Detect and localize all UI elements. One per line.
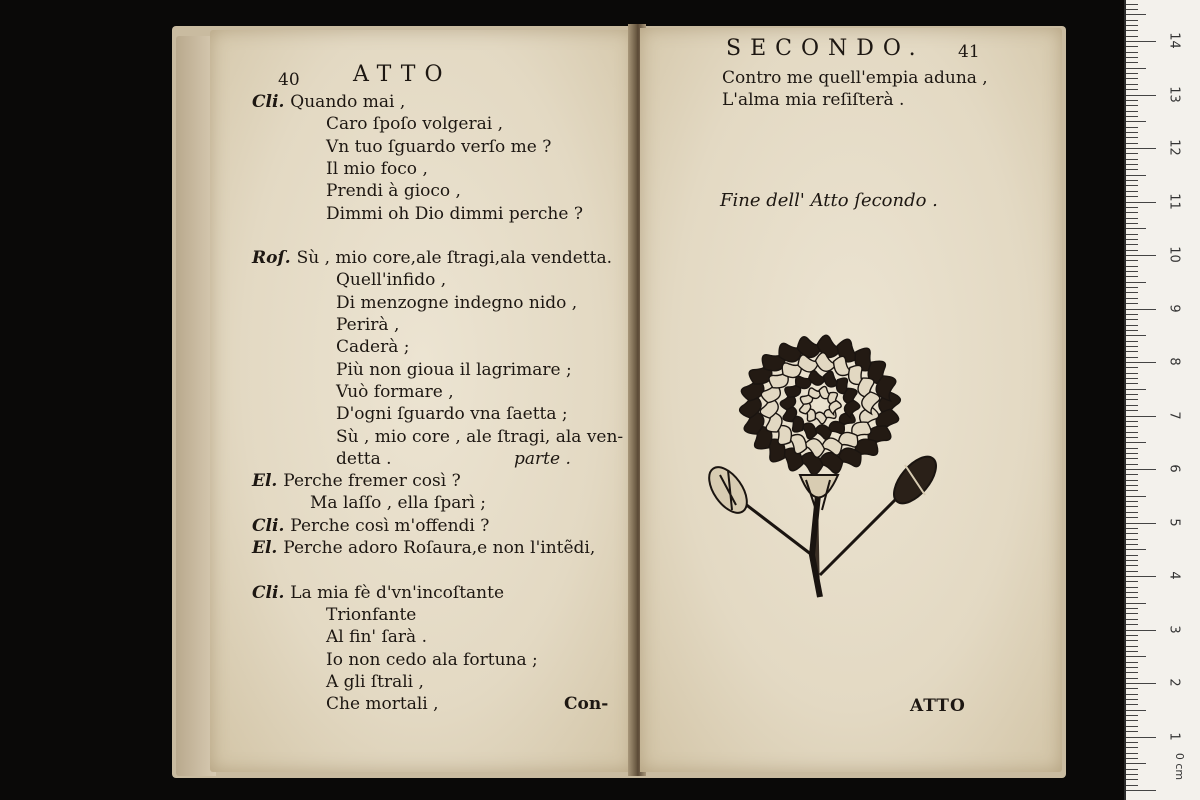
ruler-tick: [1126, 73, 1138, 74]
ruler-tick: [1126, 9, 1138, 10]
ruler-tick: [1126, 587, 1138, 588]
ruler-tick: [1126, 624, 1138, 625]
ruler-label: 13: [1166, 85, 1182, 103]
ruler-tick: [1126, 464, 1138, 465]
ruler-tick: [1126, 753, 1138, 754]
ruler-tick: [1126, 218, 1138, 219]
ruler-tick: [1126, 89, 1138, 90]
ruler-tick: [1126, 287, 1138, 288]
verse-line: [326, 650, 538, 671]
ruler-tick: [1126, 785, 1138, 786]
ruler-label: 8: [1166, 357, 1182, 366]
ruler-tick: [1126, 672, 1138, 673]
ruler-tick: [1126, 46, 1138, 47]
ruler-tick: [1126, 517, 1138, 518]
verse-text: Quando mai ,: [290, 92, 406, 112]
ruler-tick: [1126, 426, 1138, 427]
ruler-tick: [1126, 613, 1138, 614]
speaker-label: Roſ.: [252, 248, 297, 269]
measurement-ruler: [1124, 0, 1200, 800]
ruler-tick: [1126, 678, 1138, 679]
ruler-tick: [1126, 282, 1146, 283]
verse-line: [252, 583, 504, 604]
verse-text: Vn tuo ſguardo verſo me ?: [326, 136, 552, 157]
ruler-tick: [1126, 309, 1156, 310]
ruler-tick: [1126, 121, 1146, 122]
verse-text: Caderà ;: [336, 337, 410, 358]
ruler-tick: [1126, 330, 1138, 331]
ruler-tick: [1126, 405, 1138, 406]
ruler-tick: [1126, 683, 1156, 684]
ruler-tick: [1126, 603, 1146, 604]
verse-line: [336, 449, 392, 470]
ruler-tick: [1126, 212, 1138, 213]
ruler-label: 4: [1166, 571, 1182, 580]
verse-text: A gli ſtrali ,: [326, 671, 424, 692]
verse-text: Perche così m'offendi ?: [290, 515, 490, 536]
ruler-tick: [1126, 84, 1138, 85]
ruler-tick: [1126, 646, 1138, 647]
ruler-tick: [1126, 523, 1156, 524]
ruler-tick: [1126, 512, 1138, 513]
ruler-tick: [1126, 635, 1138, 636]
ruler-tick: [1126, 458, 1138, 459]
ruler-tick: [1126, 223, 1138, 224]
ruler-tick: [1126, 180, 1138, 181]
speaker-label: El.: [252, 538, 284, 558]
ruler-tick: [1126, 480, 1138, 481]
verse-text: Io non cedo ala fortuna ;: [326, 649, 538, 670]
ruler-tick: [1126, 78, 1138, 79]
ruler-tick: [1126, 442, 1146, 443]
ruler-tick: [1126, 555, 1138, 556]
ruler-tick: [1126, 437, 1138, 438]
ruler-tick: [1126, 667, 1138, 668]
right-line-1: Contro me quell'empia aduna ,: [722, 68, 988, 88]
ruler-tick: [1126, 383, 1138, 384]
ruler-tick: [1126, 581, 1138, 582]
ruler-tick: [1126, 758, 1138, 759]
ruler-label: 14: [1166, 32, 1182, 49]
verse-line: [336, 293, 577, 314]
ruler-tick: [1126, 185, 1138, 186]
ruler-tick: [1126, 571, 1138, 572]
ruler-tick: [1126, 688, 1138, 689]
verse-text: Il mio foco ,: [326, 158, 428, 179]
ruler-tick: [1126, 469, 1156, 470]
verse-line: [336, 360, 572, 381]
ruler-tick: [1126, 325, 1138, 326]
ruler-tick: [1126, 710, 1146, 711]
ruler-tick: [1126, 763, 1146, 764]
ruler-tick: [1126, 319, 1138, 320]
ruler-tick: [1126, 779, 1138, 780]
ruler-tick: [1126, 576, 1156, 577]
ruler-tick: [1126, 394, 1138, 395]
ruler-tick: [1126, 153, 1138, 154]
speaker-label: Cli.: [252, 92, 291, 112]
ruler-tick: [1126, 335, 1146, 336]
ruler-tick: [1126, 20, 1138, 21]
verse-text: Trionfante: [326, 604, 417, 625]
ruler-label: 12: [1166, 139, 1182, 156]
ruler-tick: [1126, 694, 1138, 695]
ruler-tick: [1126, 742, 1138, 743]
ruler-label: 3: [1166, 624, 1182, 634]
ruler-tick: [1126, 726, 1138, 727]
ruler-tick: [1126, 367, 1138, 368]
ruler-tick: [1126, 720, 1138, 721]
ruler-tick: [1126, 373, 1138, 374]
ruler-tick: [1126, 565, 1138, 566]
ruler-tick: [1126, 362, 1156, 363]
verse-line: [336, 337, 409, 358]
ruler-tick: [1126, 539, 1138, 540]
ruler-tick: [1126, 747, 1138, 748]
ruler-tick: [1126, 731, 1138, 732]
ruler-tick: [1126, 597, 1138, 598]
ruler-tick: [1126, 453, 1138, 454]
ruler-tick: [1126, 357, 1138, 358]
right-page-number: 41: [958, 42, 980, 62]
ruler-tick: [1126, 662, 1138, 663]
ruler-tick: [1126, 506, 1138, 507]
ruler-tick: [1126, 266, 1138, 267]
verse-text: detta .: [336, 448, 392, 469]
ruler-label: 6: [1166, 464, 1182, 473]
verse-text: Perirà ,: [336, 315, 400, 335]
ruler-tick: [1126, 239, 1138, 240]
ruler-tick: [1126, 592, 1138, 593]
ruler-tick: [1126, 704, 1138, 705]
ruler-label: 10: [1166, 246, 1182, 263]
verse-line: [326, 694, 439, 715]
verse-line: [336, 315, 399, 336]
ruler-tick: [1126, 416, 1156, 417]
ruler-tick: [1126, 790, 1156, 791]
ruler-tick: [1126, 774, 1138, 775]
ruler-tick: [1126, 549, 1146, 550]
verse-line: [252, 471, 461, 492]
ruler-tick: [1126, 292, 1138, 293]
ruler-label: 5: [1166, 517, 1182, 527]
ruler-tick: [1126, 351, 1138, 352]
verse-text: Quell'infido ,: [336, 270, 447, 291]
right-line-2: L'alma mia reſiſterà .: [722, 90, 905, 110]
ruler-tick: [1126, 271, 1138, 272]
ruler-tick: [1126, 389, 1146, 390]
ruler-tick: [1126, 25, 1138, 26]
verse-line: [252, 248, 612, 269]
verse-text: Ma laſſo , ella ſparì ;: [310, 493, 487, 514]
ruler-tick: [1126, 159, 1138, 160]
ruler-tick: [1126, 544, 1138, 545]
ruler-tick: [1126, 378, 1138, 379]
speaker-label: Cli.: [252, 582, 291, 603]
ruler-tick: [1126, 276, 1138, 277]
ruler-tick: [1126, 116, 1138, 117]
ruler-tick: [1126, 111, 1138, 112]
ruler-tick: [1126, 303, 1138, 304]
verse-line: [326, 114, 503, 135]
ruler-tick: [1126, 341, 1138, 342]
ruler-tick: [1126, 496, 1146, 497]
ruler-tick: [1126, 105, 1138, 106]
speaker-label: El.: [252, 471, 284, 492]
ruler-tick: [1126, 30, 1138, 31]
ruler-tick: [1126, 36, 1138, 37]
ruler-label: 11: [1166, 192, 1182, 210]
verse-line: [326, 627, 427, 648]
ruler-tick: [1126, 202, 1156, 203]
ruler-tick: [1126, 207, 1138, 208]
verse-text: Più non gioua il lagrimare ;: [336, 359, 572, 380]
ruler-tick: [1126, 127, 1138, 128]
left-page-number: 40: [278, 70, 300, 90]
verse-text: Vuò formare ,: [336, 381, 454, 402]
left-page-text: [252, 92, 632, 715]
ruler-tick: [1126, 346, 1138, 347]
carnation-woodcut-ornament: [700, 305, 950, 605]
verse-line: [326, 204, 583, 225]
ruler-tick: [1126, 62, 1138, 63]
ruler-tick: [1126, 501, 1138, 502]
ruler-tick: [1126, 630, 1156, 631]
verse-line: [252, 92, 405, 113]
ruler-tick: [1126, 298, 1138, 299]
verse-text: Prendi à gioco ,: [326, 181, 461, 202]
act-end-text: Fine dell' Atto ſecondo .: [720, 190, 938, 211]
ruler-tick: [1126, 228, 1146, 229]
ruler-tick: [1126, 41, 1156, 42]
verse-line: [336, 427, 623, 448]
ruler-tick: [1126, 57, 1138, 58]
verse-line: [326, 672, 424, 693]
ruler-tick: [1126, 68, 1146, 69]
verse-line: [326, 137, 551, 158]
ruler-tick: [1126, 651, 1138, 652]
speaker-label: Cli.: [252, 515, 291, 536]
left-catchword: Con-: [564, 694, 609, 714]
ruler-tick: [1126, 737, 1156, 738]
ruler-tick: [1126, 234, 1138, 235]
ruler-tick: [1126, 485, 1138, 486]
ruler-tick: [1126, 100, 1138, 101]
ruler-tick: [1126, 448, 1138, 449]
ruler-tick: [1126, 640, 1138, 641]
ruler-tick: [1126, 52, 1138, 53]
ruler-tick: [1126, 137, 1138, 138]
ruler-unit-label: 0 cm: [1173, 752, 1187, 781]
ruler-tick: [1126, 169, 1138, 170]
ruler-tick: [1126, 164, 1138, 165]
verse-line: [252, 538, 595, 559]
ruler-tick: [1126, 143, 1138, 144]
verse-text: Perche fremer così ?: [283, 471, 461, 492]
ruler-tick: [1126, 399, 1138, 400]
ruler-tick: [1126, 490, 1138, 491]
verse-text: Sù , mio core , ale ſtragi, ala ven-: [336, 426, 624, 447]
ruler-tick: [1126, 4, 1138, 5]
ruler-tick: [1126, 528, 1138, 529]
ruler-label: 9: [1166, 303, 1182, 313]
verse-line: [310, 493, 486, 514]
ruler-tick: [1126, 191, 1138, 192]
ruler-tick: [1126, 656, 1146, 657]
ruler-tick: [1126, 314, 1138, 315]
ruler-tick: [1126, 533, 1138, 534]
ruler-tick: [1126, 148, 1156, 149]
verse-line: [326, 159, 428, 180]
ruler-tick: [1126, 432, 1138, 433]
ruler-tick: [1126, 474, 1138, 475]
verse-line: [252, 516, 489, 537]
ruler-tick: [1126, 196, 1138, 197]
ruler-tick: [1126, 608, 1138, 609]
verse-text: Al fin' ſarà .: [326, 627, 427, 648]
ruler-tick: [1126, 244, 1138, 245]
ruler-tick: [1126, 410, 1138, 411]
verse-line: [336, 270, 446, 291]
verse-text: Caro ſpoſo volgerai ,: [326, 114, 503, 135]
ruler-tick: [1126, 769, 1138, 770]
ruler-tick: [1126, 132, 1138, 133]
verse-line: [326, 605, 416, 626]
verse-text: La mia fè d'vn'incoſtante: [290, 582, 505, 603]
verse-line: [336, 382, 454, 403]
ruler-tick: [1126, 260, 1138, 261]
ruler-label: 2: [1166, 678, 1182, 687]
right-running-head: SECONDO.: [726, 36, 925, 61]
verse-text: Sù , mio core,ale ſtragi,ala vendetta.: [296, 248, 612, 269]
left-running-head: ATTO: [353, 62, 452, 87]
ruler-label: 1: [1166, 731, 1182, 741]
ruler-tick: [1126, 14, 1146, 15]
ruler-tick: [1126, 175, 1146, 176]
verse-text: Di menzogne indegno nido ,: [336, 292, 578, 313]
verse-text: D'ogni ſguardo vna ſaetta ;: [336, 404, 568, 425]
ruler-tick: [1126, 560, 1138, 561]
ruler-tick: [1126, 619, 1138, 620]
ruler-label: 7: [1166, 410, 1182, 420]
verse-text: Perche adoro Roſaura,e non l'intẽdi,: [283, 538, 596, 558]
ruler-tick: [1126, 421, 1138, 422]
ruler-tick: [1126, 95, 1156, 96]
verse-text: Che mortali ,: [326, 694, 439, 715]
ruler-tick: [1126, 250, 1138, 251]
stage-direction: parte .: [514, 448, 571, 469]
ruler-tick: [1126, 255, 1156, 256]
verse-line: [336, 404, 568, 425]
verse-line: [326, 181, 461, 202]
verse-text: Dimmi oh Dio dimmi perche ?: [326, 203, 583, 224]
right-catchword: ATTO: [910, 696, 966, 716]
ruler-tick: [1126, 715, 1138, 716]
ruler-tick: [1126, 699, 1138, 700]
left-page: [210, 30, 634, 772]
